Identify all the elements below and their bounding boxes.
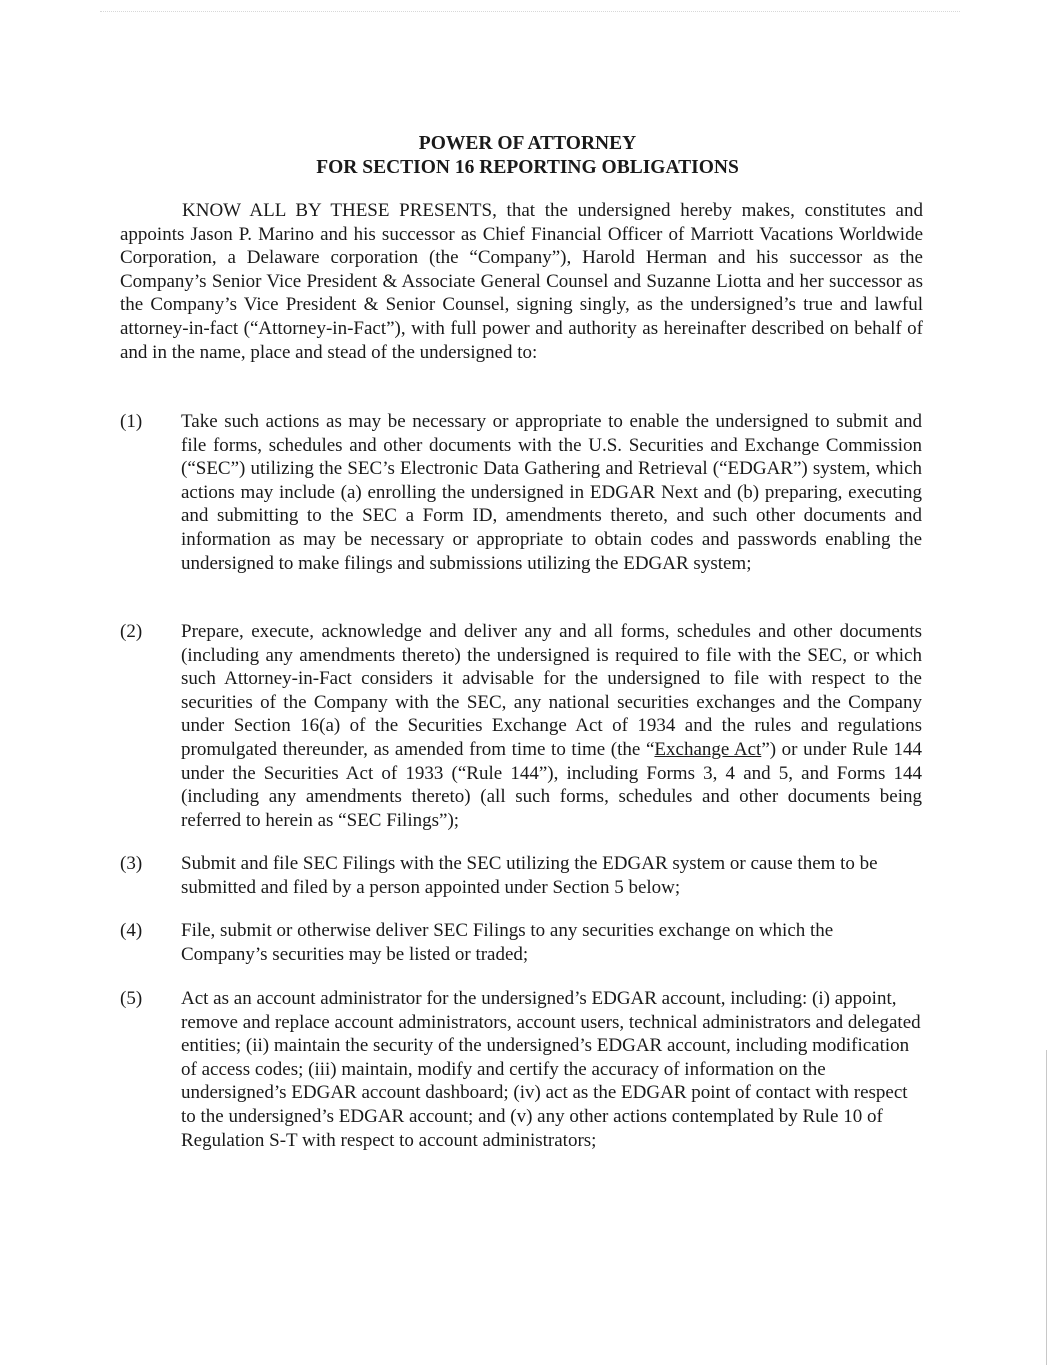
- item-number: (2): [120, 621, 143, 642]
- item-text-part: ”) or under Rule 144 under the Securities Act of 1933 (“Rule 144”), including Forms 3, 4 and 5, and Forms 144 (including any amendments thereto) (all such forms, schedules and other documents being referred to herein as “SEC Filings”);: [181, 738, 922, 831]
- item-text-part: Prepare, execute, acknowledge and deliver any and all forms, schedules and other documents (including any amendments thereto) the undersigned is required to file with the SEC, or which such Attorney-in-Fact considers it advisable for the undersigned to file with respect to the securities of the Company with the SEC, any national securities exchanges and the Company under Section 16(a) of the Securities Exchange Act of 1934 and the rules and regulations promulgated thereunder, as amended from time to time (the “: [181, 621, 922, 760]
- item-text: Act as an account administrator for the undersigned’s EDGAR account, including: (i) appoint, remove and replace account administrators, account users, technical administrators and delegated entities; (ii) maintain the security of the undersigned’s EDGAR account, including modification of access codes; (iii) maintain, modify and certify the accuracy of information on the undersigned’s EDGAR account dashboard; (iv) act as the EDGAR point of contact with respect to the undersigned’s EDGAR account; and (v) any other actions contemplated by Rule 10 of Regulation S-T with respect to account administrators;: [181, 988, 921, 1151]
- defined-term-exchange-act: Exchange Act: [654, 738, 762, 760]
- item-text: File, submit or otherwise deliver SEC Filings to any securities exchange on which the Company’s securities may be listed or traded;: [181, 920, 834, 965]
- scan-artifact-right: [1046, 1050, 1047, 1365]
- item-number: (3): [120, 853, 143, 874]
- item-text: [181, 620, 922, 832]
- item-text: Submit and file SEC Filings with the SEC utilizing the EDGAR system or cause them to be submitted and filed by a person appointed under Section 5 below;: [181, 853, 878, 898]
- document-subtitle: FOR SECTION 16 REPORTING OBLIGATIONS: [316, 157, 739, 178]
- document-title: POWER OF ATTORNEY: [418, 133, 637, 154]
- item-number: (4): [120, 920, 143, 941]
- item-number: (1): [120, 411, 143, 432]
- item-text: Take such actions as may be necessary or appropriate to enable the undersigned to submit and file forms, schedules and other documents with the U.S. Securities and Exchange Commission (“SEC”) utilizing the SEC’s Electronic Data Gathering and Retrieval (“EDGAR”) system, which actions may include (a) enrolling the undersigned in EDGAR Next and (b) preparing, executing and submitting to the SEC a Form ID, amendments thereto, and such other documents and information as may be necessary or appropriate to obtain codes and passwords enabling the undersigned to make filings and submissions utilizing the EDGAR system;: [181, 411, 922, 574]
- item-number: (5): [120, 988, 143, 1009]
- scan-artifact-top: [100, 11, 960, 13]
- intro-paragraph: KNOW ALL BY THESE PRESENTS, that the undersigned hereby makes, constitutes and appoints Jason P. Marino and his successor as Chief Financial Officer of Marriott Vacations Worldwide Corporation, a Delaware corporation (the “Company”), Harold Herman and his successor as the Company’s Senior Vice President & Associate General Counsel and Suzanne Liotta and her successor as the Company’s Vice President & Senior Counsel, signing singly, as the undersigned’s true and lawful attorney-in-fact (“Attorney-in-Fact”), with full power and authority as hereinafter described on behalf of and in the name, place and stead of the undersigned to:: [120, 200, 923, 363]
